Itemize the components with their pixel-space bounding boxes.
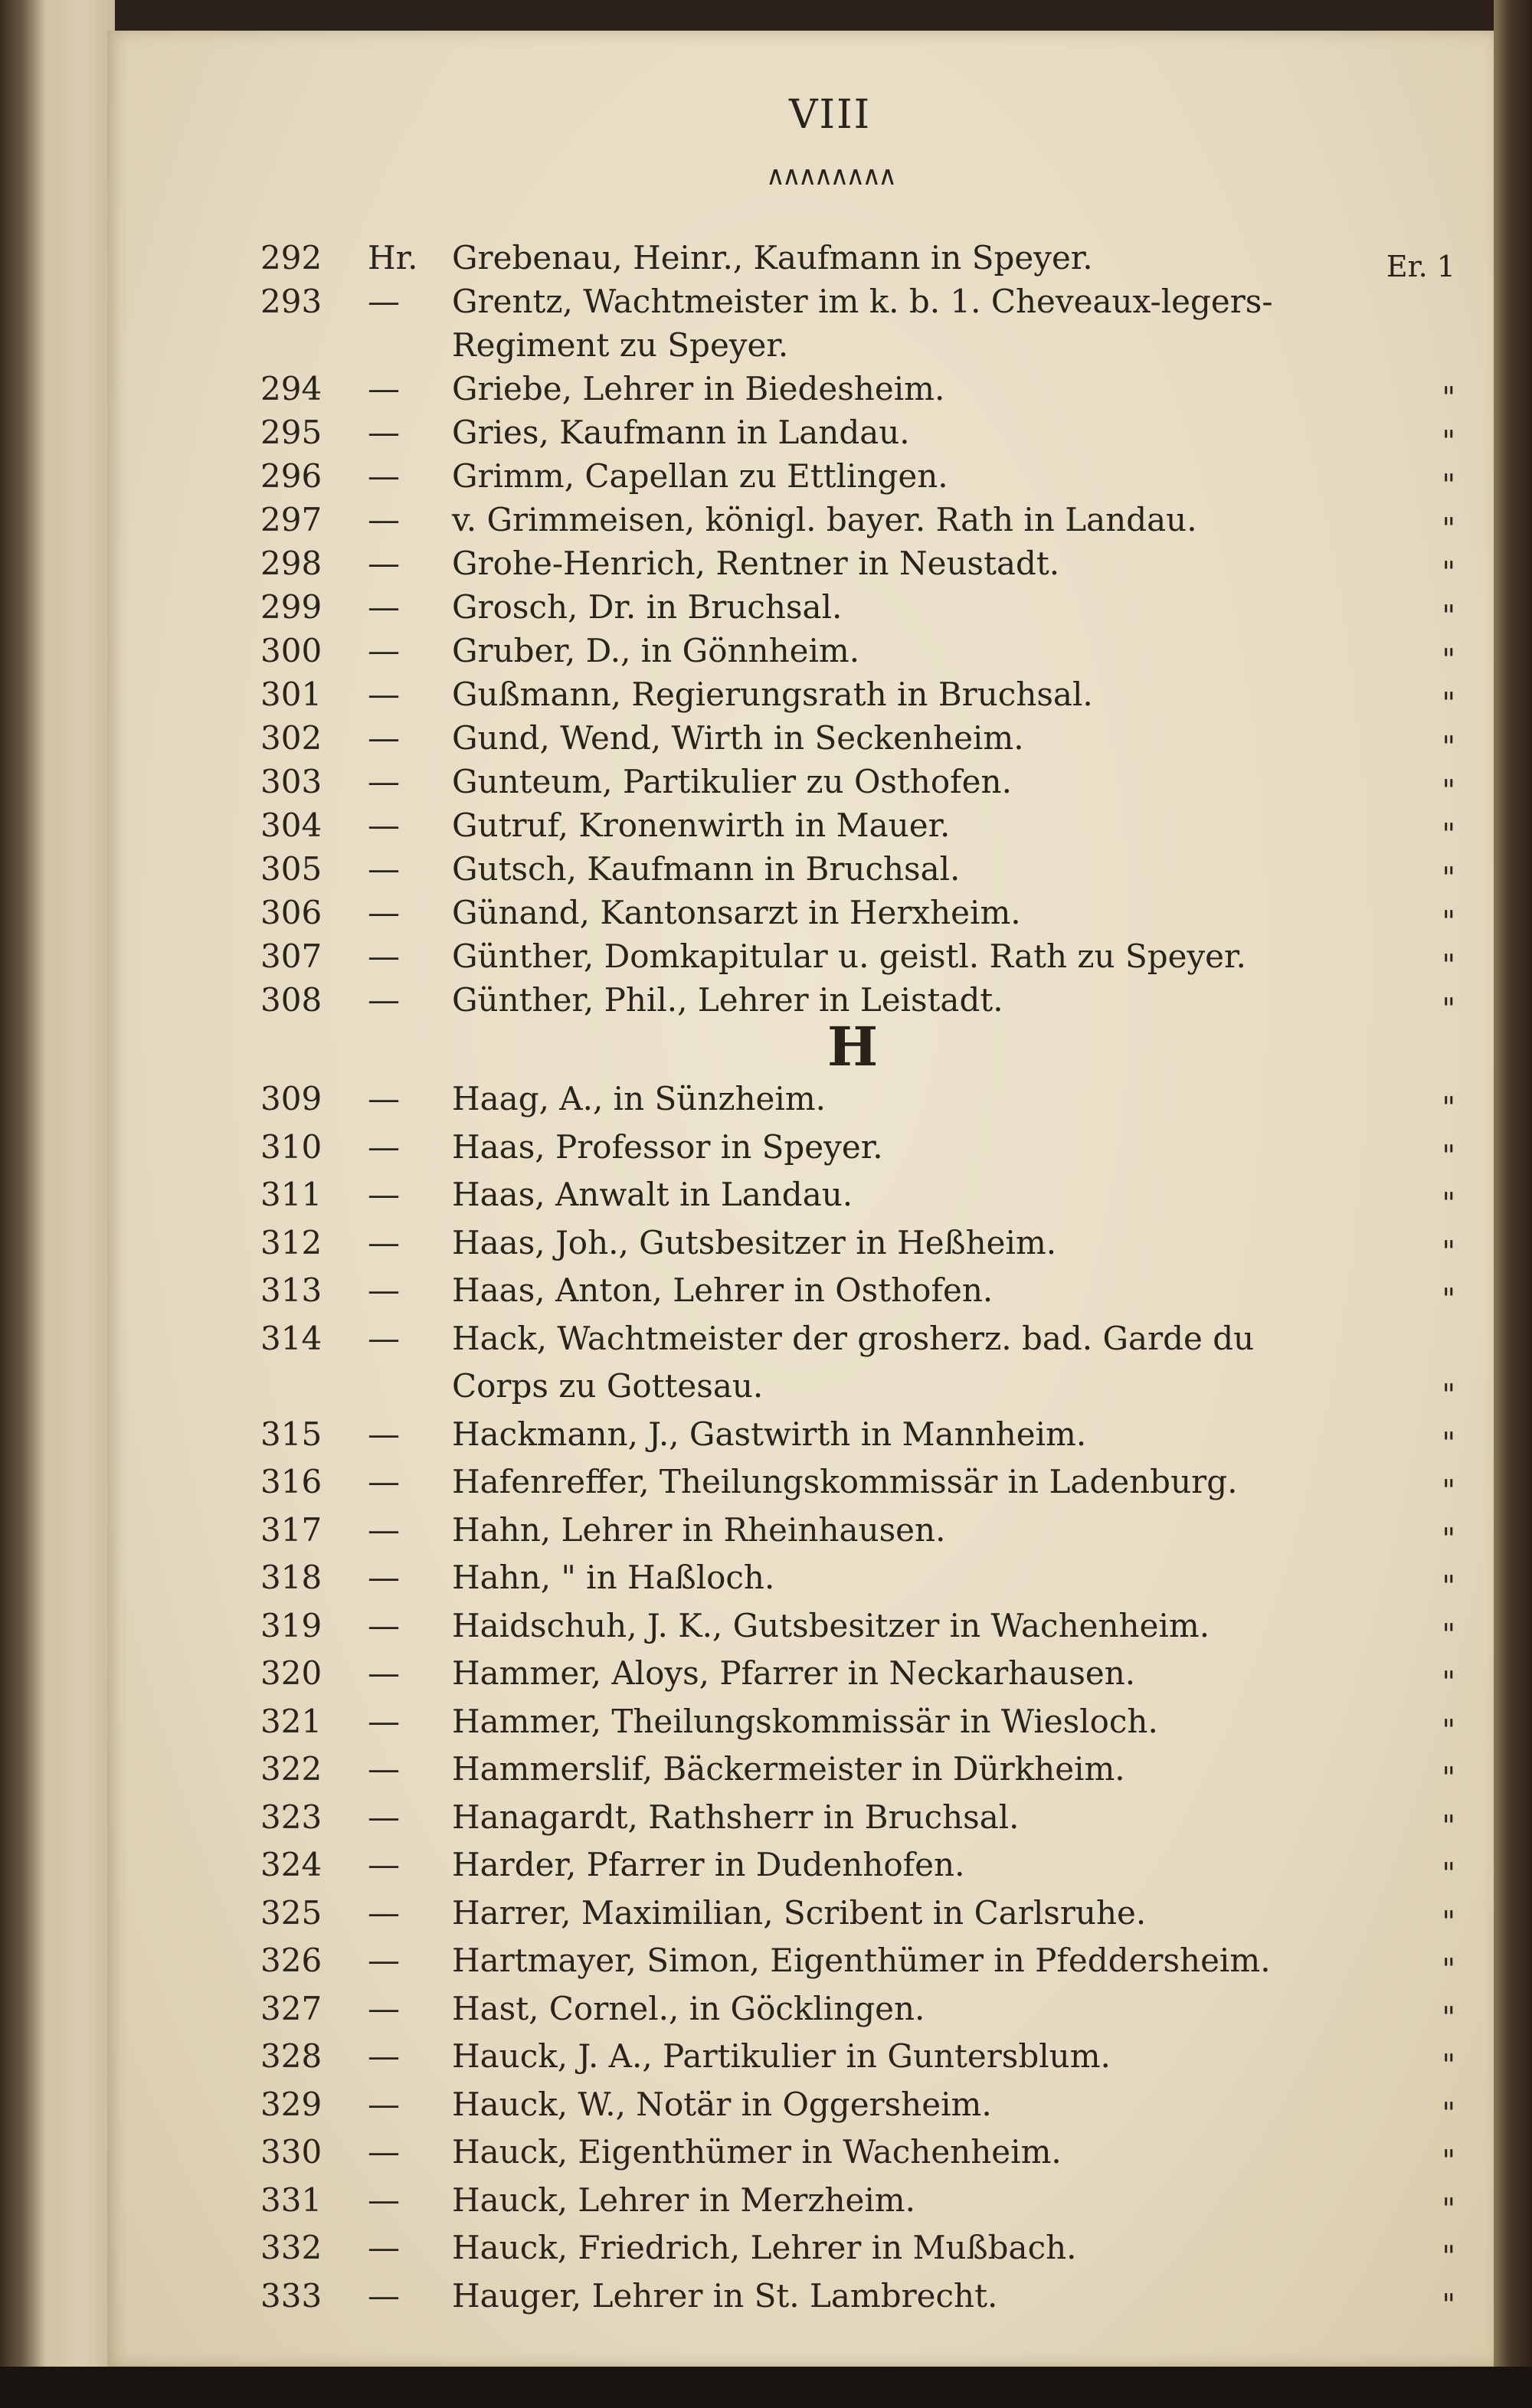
entry-ditto: " [1442, 424, 1455, 458]
entry-list-h [260, 1080, 1455, 2325]
page-edge [1494, 0, 1532, 2408]
list-entry [260, 2277, 1455, 2325]
entry-text: Corps zu Gottesau. [452, 1367, 764, 1405]
list-entry [260, 1463, 1455, 1511]
entry-text: Gutsch, Kaufmann in Bruchsal. [452, 850, 961, 888]
list-entry [260, 1320, 1455, 1368]
entry-prefix: — [368, 1319, 400, 1357]
entry-number: 307 [260, 937, 322, 975]
entry-number: 297 [260, 501, 322, 538]
entry-prefix: — [368, 850, 400, 888]
entry-ditto: " [1442, 1808, 1455, 1843]
entry-ditto: " [1442, 1378, 1455, 1412]
entry-ditto: " [1442, 2240, 1455, 2273]
entry-number: 304 [260, 806, 322, 844]
entry-number: 321 [260, 1702, 322, 1740]
entry-text: Griebe, Lehrer in Biedesheim. [452, 370, 945, 407]
entry-text: Gußmann, Regierungsrath in Bruchsal. [452, 676, 1093, 713]
entry-text: Gries, Kaufmann in Landau. [452, 414, 910, 451]
entry-number: 316 [260, 1463, 322, 1500]
entry-prefix: — [368, 763, 400, 800]
entry-number: 323 [260, 1798, 322, 1836]
entry-ditto: " [1442, 905, 1455, 938]
entry-text: Haas, Anwalt in Landau. [452, 1176, 853, 1213]
entry-ditto: " [1442, 1234, 1455, 1268]
entry-prefix: — [368, 806, 400, 844]
entry-prefix: — [368, 937, 400, 975]
entry-number: 315 [260, 1415, 322, 1453]
entry-number: 301 [260, 676, 322, 713]
entry-prefix: — [368, 1223, 400, 1261]
entry-number: 295 [260, 414, 322, 451]
entry-ditto: " [1442, 817, 1455, 851]
entry-text: Hast, Cornel., in Göcklingen. [452, 1989, 925, 2027]
entry-prefix: — [368, 1846, 400, 1883]
entry-prefix: — [368, 2181, 400, 2219]
entry-ditto: " [1442, 1617, 1455, 1651]
list-entry [260, 283, 1455, 326]
entry-ditto: " [1442, 1474, 1455, 1507]
list-entry [260, 588, 1455, 632]
list-entry [260, 2133, 1455, 2181]
entry-text: Hafenreffer, Theilungskommissär in Ladenburg. [452, 1463, 1238, 1500]
entry-text: Günther, Phil., Lehrer in Leistadt. [452, 981, 1003, 1019]
entry-number: 319 [260, 1606, 322, 1644]
entry-number: 314 [260, 1319, 322, 1357]
entry-prefix: — [368, 283, 400, 320]
entry-prefix: — [368, 1127, 400, 1166]
entry-text: Regiment zu Speyer. [452, 326, 789, 364]
entry-number: 329 [260, 2085, 322, 2123]
entry-prefix: — [368, 501, 400, 538]
entry-prefix: — [368, 1942, 400, 1979]
entry-text: Grosch, Dr. in Bruchsal. [452, 588, 843, 626]
entry-number: 302 [260, 719, 322, 757]
entry-prefix: — [368, 1654, 400, 1692]
list-entry [260, 1367, 1455, 1415]
entry-ditto: " [1442, 774, 1455, 807]
entry-text: Hauck, W., Notär in Oggersheim. [452, 2085, 992, 2123]
entry-number: 333 [260, 2276, 322, 2315]
entry-prefix: — [368, 1271, 400, 1309]
entry-ditto: " [1442, 1569, 1455, 1603]
list-entry [260, 1990, 1455, 2038]
list-entry [260, 850, 1455, 894]
entry-number: 311 [260, 1176, 322, 1213]
entry-number: 324 [260, 1846, 322, 1883]
list-entry [260, 1703, 1455, 1751]
entry-number: 298 [260, 545, 322, 582]
entry-text: Hack, Wachtmeister der grosherz. bad. Garde du [452, 1319, 1255, 1357]
entry-number: 308 [260, 981, 322, 1019]
entry-ditto: " [1442, 512, 1455, 545]
entry-number: 320 [260, 1654, 322, 1692]
list-entry [260, 2181, 1455, 2230]
entry-text: Gruber, D., in Gönnheim. [452, 632, 860, 669]
entry-ditto: " [1442, 948, 1455, 982]
entry-ditto: " [1442, 1091, 1455, 1124]
section-letter: H [827, 1015, 879, 1078]
entry-number: 300 [260, 632, 322, 669]
entry-text: Hammerslif, Bäckermeister in Dürkheim. [452, 1750, 1125, 1788]
entry-ditto: " [1442, 643, 1455, 676]
entry-prefix: — [368, 2229, 400, 2266]
entry-text: Hauck, Lehrer in Merzheim. [452, 2181, 915, 2219]
entry-prefix: — [368, 588, 400, 626]
entry-number: 303 [260, 763, 322, 800]
list-entry [260, 1846, 1455, 1894]
entry-text: Gund, Wend, Wirth in Seckenheim. [452, 719, 1024, 757]
entry-ditto: " [1442, 686, 1455, 720]
list-entry [260, 326, 1455, 370]
entry-text: Haas, Professor in Speyer. [452, 1127, 883, 1166]
page-number: VIII [789, 92, 872, 138]
entry-text: Hahn, " in Haßloch. [452, 1559, 775, 1596]
entry-number: 322 [260, 1750, 322, 1788]
entry-prefix: — [368, 1989, 400, 2027]
entry-number: 318 [260, 1559, 322, 1596]
entry-prefix: — [368, 894, 400, 931]
entry-number: 312 [260, 1223, 322, 1261]
entry-number: 326 [260, 1942, 322, 1979]
entry-ditto: " [1442, 1665, 1455, 1699]
entry-text: Hauck, Friedrich, Lehrer in Mußbach. [452, 2229, 1077, 2266]
entry-text: Hauck, Eigenthümer in Wachenheim. [452, 2133, 1062, 2171]
entry-ditto: " [1442, 1425, 1455, 1460]
list-entry [260, 545, 1455, 588]
entry-number: 294 [260, 370, 322, 407]
entry-prefix: — [368, 1750, 400, 1788]
entry-number: 309 [260, 1080, 322, 1117]
list-entry [260, 2086, 1455, 2134]
entry-text: Haas, Joh., Gutsbesitzer in Heßheim. [452, 1223, 1057, 1261]
entry-prefix: Hr. [368, 239, 418, 276]
list-entry [260, 1080, 1455, 1128]
entry-prefix: — [368, 457, 400, 495]
entry-ditto: " [1442, 1761, 1455, 1795]
entry-ditto: " [1442, 381, 1455, 414]
entry-ditto: " [1442, 2000, 1455, 2034]
list-entry [260, 1942, 1455, 1990]
list-entry [260, 763, 1455, 806]
entry-ditto: " [1442, 2048, 1455, 2082]
entry-ditto: " [1442, 1857, 1455, 1890]
list-entry [260, 1798, 1455, 1847]
entry-number: 305 [260, 850, 322, 888]
entry-text: Gunteum, Partikulier zu Osthofen. [452, 763, 1012, 800]
entry-text: Grentz, Wachtmeister im k. b. 1. Cheveaux-legers- [452, 283, 1273, 320]
entry-ditto: " [1442, 2287, 1455, 2321]
entry-ditto: " [1442, 730, 1455, 764]
entry-text: Hauger, Lehrer in St. Lambrecht. [452, 2276, 998, 2315]
entry-number: 328 [260, 2037, 322, 2075]
entry-ditto: Er. 1 [1386, 250, 1455, 283]
entry-number: 292 [260, 239, 322, 276]
entry-number: 325 [260, 1893, 322, 1932]
entry-text: Haas, Anton, Lehrer in Osthofen. [452, 1271, 994, 1309]
entry-ditto: " [1442, 599, 1455, 633]
entry-ditto: " [1442, 555, 1455, 589]
list-entry [260, 1559, 1455, 1607]
entry-text: Haag, A., in Sünzheim. [452, 1080, 827, 1117]
list-entry [260, 1607, 1455, 1655]
entry-ditto: " [1442, 1713, 1455, 1747]
entry-ditto: " [1442, 1904, 1455, 1939]
entry-text: Hahn, Lehrer in Rheinhausen. [452, 1510, 946, 1549]
entry-number: 299 [260, 588, 322, 626]
list-entry [260, 457, 1455, 501]
entry-text: Haidschuh, J. K., Gutsbesitzer in Wachenheim. [452, 1606, 1210, 1644]
entry-number: 327 [260, 1989, 322, 2027]
entry-prefix: — [368, 719, 400, 757]
entry-number: 293 [260, 283, 322, 320]
entry-ditto: " [1442, 2144, 1455, 2177]
header-ornament: ∧∧∧∧∧∧∧∧ [766, 161, 895, 191]
entry-number: 313 [260, 1271, 322, 1309]
entry-text: Hammer, Theilungskommissär in Wiesloch. [452, 1702, 1158, 1740]
entry-prefix: — [368, 545, 400, 582]
entry-prefix: — [368, 2276, 400, 2315]
list-entry [260, 894, 1455, 937]
entry-ditto: " [1442, 1138, 1455, 1173]
entry-prefix: — [368, 1606, 400, 1644]
entry-ditto: " [1442, 992, 1455, 1026]
list-entry [260, 1415, 1455, 1464]
list-entry [260, 2229, 1455, 2277]
entry-text: Günand, Kantonsarzt in Herxheim. [452, 894, 1021, 931]
list-entry [260, 719, 1455, 763]
entry-prefix: — [368, 2085, 400, 2123]
entry-text: Günther, Domkapitular u. geistl. Rath zu Speyer. [452, 937, 1246, 975]
entry-prefix: — [368, 414, 400, 451]
entry-prefix: — [368, 370, 400, 407]
list-entry [260, 1128, 1455, 1176]
entry-prefix: — [368, 1415, 400, 1453]
entry-number: 317 [260, 1510, 322, 1549]
entry-number: 296 [260, 457, 322, 495]
entry-ditto: " [1442, 468, 1455, 502]
list-entry [260, 632, 1455, 676]
entry-text: Hammer, Aloys, Pfarrer in Neckarhausen. [452, 1654, 1136, 1692]
entry-text: Grimm, Capellan zu Ettlingen. [452, 457, 948, 495]
list-entry [260, 1750, 1455, 1798]
entry-ditto: " [1442, 861, 1455, 895]
entry-text: Hauck, J. A., Partikulier in Guntersblum. [452, 2037, 1111, 2075]
entry-prefix: — [368, 1463, 400, 1500]
entry-list-g [260, 239, 1455, 1025]
list-entry [260, 370, 1455, 414]
list-entry [260, 501, 1455, 545]
list-entry [260, 1224, 1455, 1272]
entry-prefix: — [368, 1080, 400, 1117]
entry-text: Grohe-Henrich, Rentner in Neustadt. [452, 545, 1060, 582]
entry-text: Grebenau, Heinr., Kaufmann in Speyer. [452, 239, 1093, 276]
entry-prefix: — [368, 1893, 400, 1932]
list-entry [260, 1271, 1455, 1320]
entry-ditto: " [1442, 1186, 1455, 1220]
entry-prefix: — [368, 981, 400, 1019]
list-entry [260, 806, 1455, 850]
entry-prefix: — [368, 2133, 400, 2171]
list-entry [260, 676, 1455, 719]
list-entry [260, 1894, 1455, 1942]
entry-ditto: " [1442, 2096, 1455, 2130]
entry-prefix: — [368, 2037, 400, 2075]
list-entry [260, 2037, 1455, 2086]
entry-ditto: " [1442, 2191, 1455, 2226]
book-binding [0, 0, 115, 2367]
entry-ditto: " [1442, 1282, 1455, 1316]
entry-prefix: — [368, 1510, 400, 1549]
entry-prefix: — [368, 1559, 400, 1596]
entry-ditto: " [1442, 1952, 1455, 1986]
entry-text: Hanagardt, Rathsherr in Bruchsal. [452, 1798, 1020, 1836]
list-entry [260, 1511, 1455, 1559]
entry-text: v. Grimmeisen, königl. bayer. Rath in Landau. [452, 501, 1197, 538]
entry-number: 331 [260, 2181, 322, 2219]
entry-number: 306 [260, 894, 322, 931]
list-entry [260, 937, 1455, 981]
list-entry [260, 1176, 1455, 1224]
entry-prefix: — [368, 1798, 400, 1836]
entry-prefix: — [368, 1176, 400, 1213]
entry-text: Hartmayer, Simon, Eigenthümer in Pfeddersheim. [452, 1942, 1271, 1979]
entry-text: Hackmann, J., Gastwirth in Mannheim. [452, 1415, 1087, 1453]
entry-number: 310 [260, 1127, 322, 1166]
entry-text: Harder, Pfarrer in Dudenhofen. [452, 1846, 965, 1883]
list-entry [260, 414, 1455, 457]
scan-border [0, 2367, 1532, 2408]
entry-number: 330 [260, 2133, 322, 2171]
entry-prefix: — [368, 632, 400, 669]
entry-prefix: — [368, 1702, 400, 1740]
list-entry [260, 1654, 1455, 1703]
entry-text: Harrer, Maximilian, Scribent in Carlsruhe. [452, 1893, 1147, 1932]
entry-prefix: — [368, 676, 400, 713]
entry-text: Gutruf, Kronenwirth in Mauer. [452, 806, 951, 844]
entry-ditto: " [1442, 1521, 1455, 1556]
entry-number: 332 [260, 2229, 322, 2266]
list-entry [260, 239, 1455, 283]
